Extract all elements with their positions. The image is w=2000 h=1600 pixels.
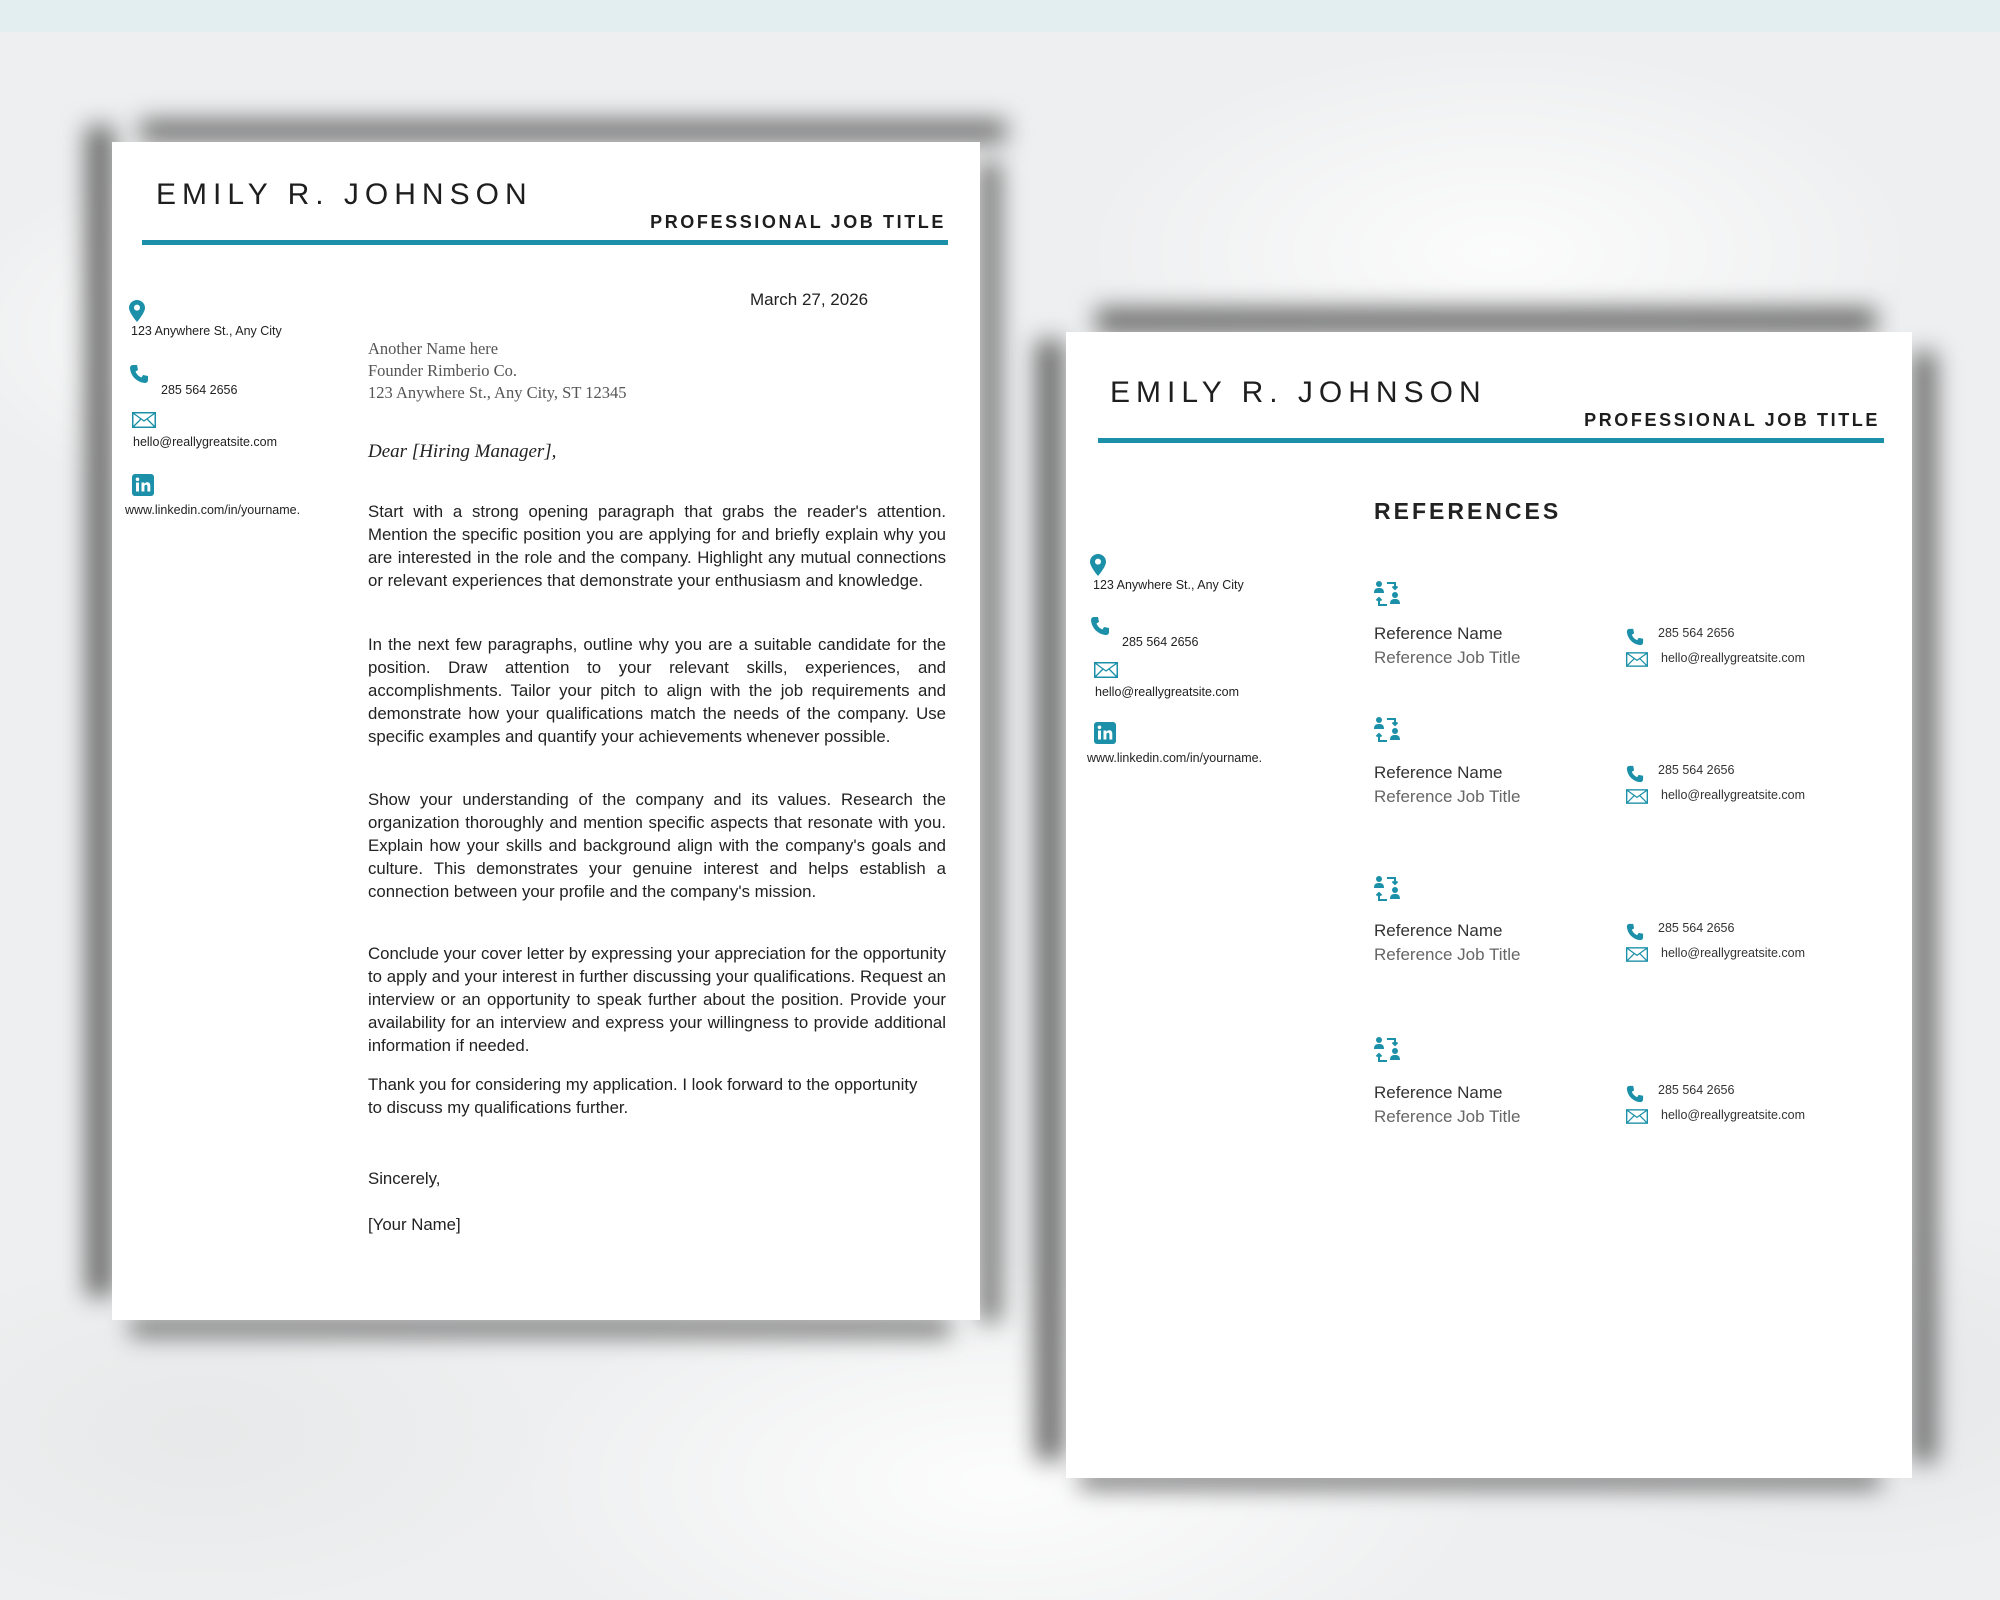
contact-address: 123 Anywhere St., Any City — [131, 324, 282, 338]
reference-name: Reference Name — [1374, 763, 1503, 782]
location-pin-icon — [1090, 554, 1106, 576]
envelope-icon — [1094, 662, 1118, 678]
reference-name: Reference Name — [1374, 1083, 1503, 1102]
closing-line-2: to discuss my qualifications further. — [368, 1098, 629, 1117]
cover-letter-name: EMILY R. JOHNSON — [156, 178, 533, 211]
closing-line-1: Thank you for considering my application. I look forward to the opportunity — [368, 1075, 918, 1094]
references-heading: REFERENCES — [1374, 498, 1562, 524]
contact-linkedin: www.linkedin.com/in/yourname. — [125, 503, 301, 517]
body-paragraph-2: In the next few paragraphs, outline why you are a suitable candidate for the position. Draw attention to your relevant skills, experiences, and accomplishments. Tailor your pitch to align with the job requirements and demonstrate how your qualifications match the needs of the company. Use specific examples and quantify your achievements whenever possible. — [368, 635, 946, 746]
references-name: EMILY R. JOHNSON — [1110, 376, 1487, 409]
reference-email: hello@reallygreatsite.com — [1661, 788, 1806, 802]
contact-linkedin: www.linkedin.com/in/yourname. — [1087, 751, 1263, 765]
envelope-icon — [1626, 947, 1648, 962]
reference-email: hello@reallygreatsite.com — [1661, 1108, 1806, 1122]
linkedin-icon — [132, 474, 154, 496]
phone-icon — [1626, 628, 1644, 646]
recipient-address: 123 Anywhere St., Any City, ST 12345 — [368, 383, 627, 402]
recipient-company: Founder Rimberio Co. — [368, 361, 517, 380]
top-strip — [0, 0, 2000, 32]
contact-phone: 285 564 2656 — [161, 383, 238, 397]
recipient-name: Another Name here — [368, 339, 499, 358]
cover-letter-shadow-bottom — [130, 1318, 950, 1336]
reference-phone: 285 564 2656 — [1658, 921, 1735, 935]
envelope-icon — [1626, 789, 1648, 804]
closing-paragraph — [368, 1073, 946, 1119]
cover-letter-job-title: PROFESSIONAL JOB TITLE — [650, 212, 946, 232]
body-paragraph-3: Show your understanding of the company and its values. Research the organization thoroughly and mention specific aspects that resonate with you. Explain how your skills and background align with the company's goals and culture. This demonstrates your genuine interest and helps establish a connection between your profile and the company's mission. — [368, 790, 946, 901]
contact-address: 123 Anywhere St., Any City — [1093, 578, 1244, 592]
reference-email: hello@reallygreatsite.com — [1661, 946, 1806, 960]
body-paragraph-1: Start with a strong opening paragraph that grabs the reader's attention. Mention the specific position you are applying for and briefly explain why you are interested in the role and the company. Highlight any mutual connections or relevant experiences that demonstrate your enthusiasm and knowledge. — [368, 502, 946, 590]
reference-job-title: Reference Job Title — [1374, 648, 1521, 667]
envelope-icon — [1626, 1109, 1648, 1124]
reference-job-title: Reference Job Title — [1374, 1107, 1521, 1126]
references-header-rule — [1098, 438, 1884, 443]
signature: [Your Name] — [368, 1215, 461, 1234]
reference-email: hello@reallygreatsite.com — [1661, 651, 1806, 665]
references-sheet — [1066, 332, 1912, 1478]
cover-letter-header-rule — [142, 240, 948, 245]
contact-email: hello@reallygreatsite.com — [133, 435, 278, 449]
reference-job-title: Reference Job Title — [1374, 787, 1521, 806]
envelope-icon — [132, 412, 156, 428]
phone-icon — [129, 364, 149, 384]
references-job-title: PROFESSIONAL JOB TITLE — [1584, 410, 1880, 430]
recipient-block — [368, 338, 627, 404]
people-exchange-icon — [1374, 1036, 1402, 1064]
letter-date: March 27, 2026 — [750, 290, 869, 309]
references-shadow-right — [1912, 352, 1936, 1462]
envelope-icon — [1626, 652, 1648, 667]
phone-icon — [1626, 765, 1644, 783]
people-exchange-icon — [1374, 716, 1402, 744]
reference-name: Reference Name — [1374, 921, 1503, 940]
reference-phone: 285 564 2656 — [1658, 763, 1735, 777]
reference-phone: 285 564 2656 — [1658, 1083, 1735, 1097]
people-exchange-icon — [1374, 580, 1402, 608]
location-pin-icon — [129, 300, 145, 322]
people-exchange-icon — [1374, 875, 1402, 903]
contact-email: hello@reallygreatsite.com — [1095, 685, 1240, 699]
reference-name: Reference Name — [1374, 624, 1503, 643]
reference-phone: 285 564 2656 — [1658, 626, 1735, 640]
linkedin-icon — [1094, 722, 1116, 744]
cover-letter-shadow-right — [980, 162, 1000, 1322]
phone-icon — [1626, 923, 1644, 941]
salutation: Dear [Hiring Manager], — [368, 441, 557, 462]
reference-job-title: Reference Job Title — [1374, 945, 1521, 964]
phone-icon — [1090, 616, 1110, 636]
contact-phone: 285 564 2656 — [1122, 635, 1199, 649]
references-shadow-top — [1096, 308, 1876, 334]
phone-icon — [1626, 1085, 1644, 1103]
sign-off: Sincerely, — [368, 1169, 441, 1188]
cover-letter-sheet — [112, 142, 980, 1320]
cover-letter-shadow-top — [140, 120, 1006, 142]
references-shadow-left — [1036, 340, 1064, 1460]
body-paragraph-4: Conclude your cover letter by expressing your appreciation for the opportunity to apply and your interest in further discussing your qualifications. Request an interview or an opportunity to speak further about the position. Provide your availability for an interview and express your willingness to provide additional information if needed. — [368, 944, 946, 1055]
cover-letter-shadow-left — [86, 126, 114, 1296]
